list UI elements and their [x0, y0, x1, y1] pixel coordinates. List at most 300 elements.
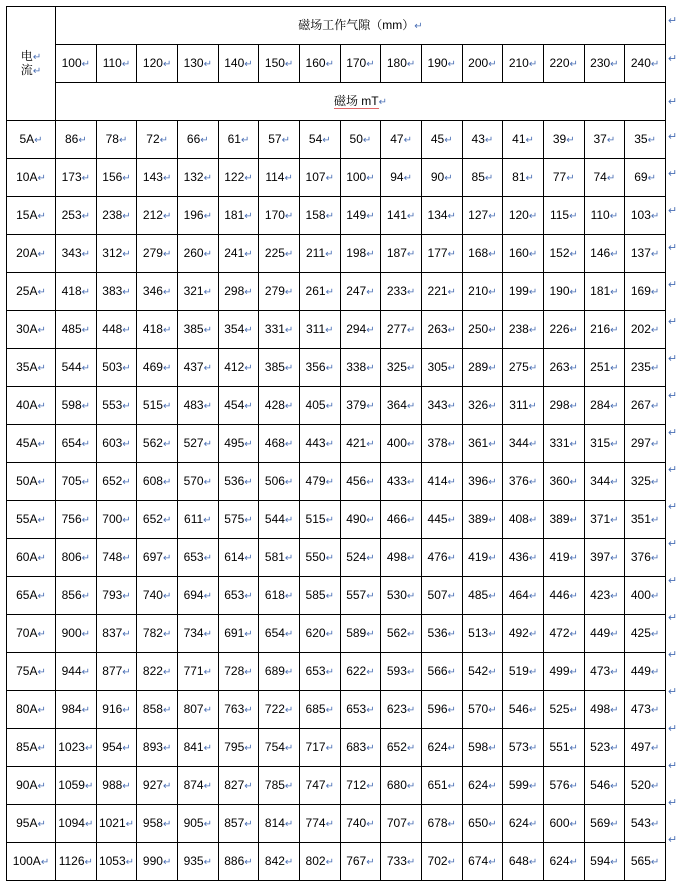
- cell-value: 748: [102, 549, 123, 564]
- table-row: [7, 349, 666, 387]
- paragraph-mark-margin: ↵: [668, 15, 678, 27]
- pilcrow-mark: ↵: [366, 210, 375, 222]
- cell-value: 94: [390, 169, 404, 184]
- table-cell: [421, 197, 462, 235]
- table-cell: [503, 159, 544, 197]
- pilcrow-mark: ↵: [37, 666, 46, 678]
- table-cell: [421, 539, 462, 577]
- pilcrow-mark: ↵: [366, 552, 375, 564]
- cell-value: 806: [61, 549, 82, 564]
- pilcrow-mark: ↵: [525, 134, 534, 146]
- table-cell: [137, 387, 178, 425]
- table-cell: [96, 159, 137, 197]
- cell-value: 618: [264, 587, 285, 602]
- column-header-label: 230: [590, 55, 611, 70]
- pilcrow-mark: ↵: [569, 58, 578, 70]
- row-label: 15A: [16, 207, 38, 222]
- table-cell: [381, 159, 422, 197]
- cell-value: 338: [346, 359, 367, 374]
- pilcrow-mark: ↵: [81, 590, 91, 602]
- pilcrow-mark: ↵: [325, 210, 334, 222]
- pilcrow-mark: ↵: [406, 438, 416, 450]
- cell-value: 495: [224, 435, 245, 450]
- pilcrow-mark: ↵: [569, 628, 578, 640]
- paragraph-mark-margin: ↵: [668, 131, 678, 143]
- pilcrow-mark: ↵: [650, 742, 660, 754]
- table-cell: [259, 805, 300, 843]
- pilcrow-mark: ↵: [325, 248, 334, 260]
- pilcrow-mark: ↵: [37, 400, 46, 412]
- table-cell: [543, 653, 584, 691]
- column-header: [56, 45, 97, 83]
- row-header-cell: [7, 387, 56, 425]
- pilcrow-mark: ↵: [488, 286, 497, 298]
- table-row: [7, 121, 666, 159]
- table-cell: [218, 691, 259, 729]
- cell-value: 598: [61, 397, 82, 412]
- table-cell: [543, 615, 584, 653]
- cell-value: 43: [471, 131, 485, 146]
- table-cell: [421, 425, 462, 463]
- pilcrow-mark: ↵: [284, 324, 294, 336]
- pilcrow-mark: ↵: [162, 742, 172, 754]
- pilcrow-mark: ↵: [406, 856, 416, 868]
- table-cell: [56, 653, 97, 691]
- column-header-label: 210: [508, 55, 529, 70]
- table-cell: [340, 159, 381, 197]
- pilcrow-mark: ↵: [122, 324, 131, 336]
- pilcrow-mark: ↵: [125, 856, 135, 868]
- cell-value: 360: [549, 473, 570, 488]
- unit-row-cell: [56, 83, 666, 121]
- column-header-label: 110: [102, 55, 122, 70]
- pilcrow-mark: ↵: [284, 476, 294, 488]
- cell-value: 527: [183, 435, 204, 450]
- pilcrow-mark: ↵: [650, 514, 660, 526]
- pilcrow-mark: ↵: [284, 590, 294, 602]
- table-cell: [625, 159, 666, 197]
- table-cell: [137, 463, 178, 501]
- table-cell: [421, 159, 462, 197]
- table-cell: [462, 539, 503, 577]
- table-cell: [137, 273, 178, 311]
- cell-value: 400: [386, 435, 407, 450]
- pilcrow-mark: ↵: [122, 514, 131, 526]
- column-header: [625, 45, 666, 83]
- cell-value: 827: [224, 777, 245, 792]
- cell-value: 916: [102, 701, 123, 716]
- table-cell: [421, 501, 462, 539]
- cell-value: 311: [509, 397, 529, 412]
- pilcrow-mark: ↵: [406, 400, 416, 412]
- table-cell: [137, 767, 178, 805]
- pilcrow-mark: ↵: [447, 286, 456, 298]
- cell-value: 1059: [58, 777, 85, 792]
- table-cell: [56, 311, 97, 349]
- cell-value: 212: [142, 207, 163, 222]
- cell-value: 202: [630, 321, 651, 336]
- table-cell: [259, 463, 300, 501]
- cell-value: 54: [308, 131, 323, 146]
- table-cell: [584, 577, 625, 615]
- table-cell: [56, 805, 97, 843]
- cell-value: 134: [427, 207, 448, 222]
- table-cell: [137, 235, 178, 273]
- pilcrow-mark: ↵: [650, 210, 660, 222]
- pilcrow-mark: ↵: [484, 172, 494, 184]
- table-cell: [421, 273, 462, 311]
- pilcrow-mark: ↵: [32, 51, 42, 63]
- row-label: 85A: [16, 739, 38, 754]
- row-label: 50A: [16, 473, 38, 488]
- pilcrow-mark: ↵: [284, 286, 294, 298]
- cell-value: 886: [224, 853, 245, 868]
- table-cell: [218, 615, 259, 653]
- cell-value: 544: [61, 359, 82, 374]
- pilcrow-mark: ↵: [203, 704, 212, 716]
- cell-value: 624: [508, 815, 529, 830]
- table-cell: [503, 615, 544, 653]
- current-label-line1: 电: [20, 48, 33, 63]
- table-cell: [137, 691, 178, 729]
- cell-value: 114: [265, 169, 285, 184]
- cell-value: 152: [549, 245, 570, 260]
- cell-value: 734: [183, 625, 204, 640]
- pilcrow-mark: ↵: [569, 324, 578, 336]
- cell-value: 793: [102, 587, 123, 602]
- cell-value: 397: [590, 549, 611, 564]
- pilcrow-mark: ↵: [284, 248, 294, 260]
- table-cell: [96, 501, 137, 539]
- column-header: [299, 45, 340, 83]
- pilcrow-mark: ↵: [84, 780, 94, 792]
- cell-value: 519: [508, 663, 529, 678]
- pilcrow-mark: ↵: [81, 552, 91, 564]
- table-cell: [462, 349, 503, 387]
- cell-value: 325: [630, 473, 651, 488]
- pilcrow-mark: ↵: [325, 704, 334, 716]
- paragraph-mark-margin: ↵: [668, 279, 678, 291]
- table-cell: [259, 311, 300, 349]
- cell-value: 120: [508, 207, 529, 222]
- paragraph-mark-margin: ↵: [668, 575, 678, 587]
- pilcrow-mark: ↵: [366, 742, 375, 754]
- table-cell: [299, 767, 340, 805]
- cell-value: 807: [183, 701, 204, 716]
- cell-value: 1126: [58, 853, 85, 868]
- table-cell: [625, 767, 666, 805]
- pilcrow-mark: ↵: [406, 286, 416, 298]
- pilcrow-mark: ↵: [569, 666, 578, 678]
- pilcrow-mark: ↵: [244, 742, 253, 754]
- pilcrow-mark: ↵: [244, 514, 253, 526]
- cell-value: 1021: [98, 815, 126, 830]
- table-cell: [96, 843, 137, 881]
- table-cell: [56, 159, 97, 197]
- pilcrow-mark: ↵: [34, 134, 43, 146]
- paragraph-mark-margin: ↵: [668, 760, 678, 772]
- table-cell: [462, 767, 503, 805]
- pilcrow-mark: ↵: [569, 210, 578, 222]
- pilcrow-mark: ↵: [32, 65, 42, 77]
- table-cell: [543, 235, 584, 273]
- cell-value: 385: [183, 321, 204, 336]
- table-cell: [259, 691, 300, 729]
- pilcrow-mark: ↵: [610, 58, 619, 70]
- pilcrow-mark: ↵: [81, 400, 91, 412]
- table-cell: [503, 805, 544, 843]
- cell-value: 78: [105, 131, 119, 146]
- pilcrow-mark: ↵: [122, 286, 131, 298]
- table-cell: [56, 349, 97, 387]
- table-cell: [137, 121, 178, 159]
- table-cell: [625, 425, 666, 463]
- cell-value: 250: [468, 321, 489, 336]
- table-row: [7, 691, 666, 729]
- cell-value: 260: [183, 245, 204, 260]
- cell-value: 115: [549, 207, 570, 222]
- pilcrow-mark: ↵: [325, 780, 334, 792]
- table-cell: [381, 501, 422, 539]
- pilcrow-mark: ↵: [569, 400, 578, 412]
- table-cell: [421, 463, 462, 501]
- pilcrow-mark: ↵: [528, 324, 538, 336]
- cell-value: 371: [590, 511, 611, 526]
- table-row: [7, 159, 666, 197]
- pilcrow-mark: ↵: [284, 172, 293, 184]
- pilcrow-mark: ↵: [203, 780, 212, 792]
- pilcrow-mark: ↵: [122, 210, 131, 222]
- pilcrow-mark: ↵: [528, 818, 538, 830]
- pilcrow-mark: ↵: [203, 400, 212, 412]
- cell-value: 603: [102, 435, 123, 450]
- table-cell: [96, 273, 137, 311]
- cell-value: 170: [264, 207, 285, 222]
- table-cell: [218, 159, 259, 197]
- pilcrow-mark: ↵: [650, 628, 660, 640]
- cell-value: 927: [142, 777, 163, 792]
- cell-value: 277: [386, 321, 407, 336]
- cell-value: 802: [305, 853, 326, 868]
- pilcrow-mark: ↵: [81, 286, 91, 298]
- table-cell: [137, 501, 178, 539]
- cell-value: 652: [386, 739, 407, 754]
- table-cell: [340, 539, 381, 577]
- current-label-line2: 流: [20, 62, 33, 77]
- table-cell: [462, 615, 503, 653]
- table-cell: [177, 425, 218, 463]
- table-cell: [137, 843, 178, 881]
- table-cell: [259, 729, 300, 767]
- cell-value: 389: [549, 511, 570, 526]
- cell-value: 344: [508, 435, 529, 450]
- table-cell: [584, 691, 625, 729]
- pilcrow-mark: ↵: [244, 856, 253, 868]
- table-cell: [503, 387, 544, 425]
- row-label: 10A: [16, 169, 38, 184]
- cell-value: 622: [346, 663, 367, 678]
- cell-value: 449: [590, 625, 611, 640]
- cell-value: 782: [142, 625, 163, 640]
- cell-value: 343: [61, 245, 82, 260]
- cell-value: 428: [264, 397, 285, 412]
- pilcrow-mark: ↵: [203, 248, 212, 260]
- table-cell: [177, 653, 218, 691]
- row-label: 25A: [16, 283, 38, 298]
- pilcrow-mark: ↵: [325, 400, 334, 412]
- cell-value: 305: [427, 359, 448, 374]
- pilcrow-mark: ↵: [325, 552, 334, 564]
- column-header: [503, 45, 544, 83]
- cell-value: 576: [549, 777, 570, 792]
- table-cell: [584, 159, 625, 197]
- cell-value: 325: [386, 359, 407, 374]
- row-header-cell: [7, 121, 56, 159]
- pilcrow-mark: ↵: [366, 286, 375, 298]
- table-cell: [218, 501, 259, 539]
- cell-value: 546: [508, 701, 529, 716]
- pilcrow-mark: ↵: [447, 818, 456, 830]
- table-cell: [340, 463, 381, 501]
- table-cell: [462, 273, 503, 311]
- table-cell: [625, 273, 666, 311]
- table-cell: [421, 767, 462, 805]
- table-cell: [218, 653, 259, 691]
- cell-value: 562: [142, 435, 163, 450]
- table-cell: [96, 767, 137, 805]
- pilcrow-mark: ↵: [610, 514, 619, 526]
- cell-value: 733: [386, 853, 407, 868]
- table-cell: [299, 653, 340, 691]
- paragraph-mark-margin: ↵: [668, 649, 678, 661]
- pilcrow-mark: ↵: [488, 780, 497, 792]
- cell-value: 39: [552, 131, 567, 146]
- cell-value: 624: [549, 853, 570, 868]
- table-cell: [625, 691, 666, 729]
- table-cell: [56, 767, 97, 805]
- table-row: [7, 235, 666, 273]
- row-header-cell: [7, 349, 56, 387]
- table-cell: [503, 577, 544, 615]
- cell-value: 575: [224, 511, 245, 526]
- cell-value: 74: [593, 169, 607, 184]
- pilcrow-mark: ↵: [366, 590, 375, 602]
- pilcrow-mark: ↵: [609, 210, 619, 222]
- cell-value: 449: [630, 663, 651, 678]
- cell-value: 57: [268, 131, 282, 146]
- table-cell: [340, 349, 381, 387]
- pilcrow-mark: ↵: [528, 666, 538, 678]
- table-cell: [543, 691, 584, 729]
- pilcrow-mark: ↵: [406, 210, 416, 222]
- pilcrow-mark: ↵: [284, 58, 294, 70]
- pilcrow-mark: ↵: [37, 514, 46, 526]
- table-cell: [381, 349, 422, 387]
- column-header-label: 150: [264, 55, 285, 70]
- table-cell: [543, 273, 584, 311]
- table-cell: [503, 197, 544, 235]
- cell-value: 238: [508, 321, 529, 336]
- cell-value: 454: [224, 397, 245, 412]
- table-cell: [96, 121, 137, 159]
- column-header: [177, 45, 218, 83]
- table-cell: [503, 311, 544, 349]
- table-cell: [584, 121, 625, 159]
- table-cell: [340, 615, 381, 653]
- table-cell: [177, 615, 218, 653]
- table-cell: [177, 273, 218, 311]
- pilcrow-mark: ↵: [325, 628, 334, 640]
- column-header-label: 180: [386, 55, 407, 70]
- pilcrow-mark: ↵: [569, 780, 578, 792]
- pilcrow-mark: ↵: [610, 818, 619, 830]
- pilcrow-mark: ↵: [528, 742, 538, 754]
- table-cell: [340, 197, 381, 235]
- cell-value: 156: [102, 169, 123, 184]
- table-cell: [340, 501, 381, 539]
- pilcrow-mark: ↵: [162, 628, 172, 640]
- table-cell: [503, 121, 544, 159]
- cell-value: 315: [590, 435, 611, 450]
- row-label: 45A: [16, 435, 38, 450]
- table-cell: [137, 805, 178, 843]
- pilcrow-mark: ↵: [37, 742, 46, 754]
- row-label: 90A: [16, 777, 38, 792]
- cell-value: 485: [61, 321, 82, 336]
- pilcrow-mark: ↵: [362, 134, 372, 146]
- row-header-cell: [7, 615, 56, 653]
- pilcrow-mark: ↵: [162, 58, 172, 70]
- pilcrow-mark: ↵: [366, 514, 375, 526]
- table-cell: [625, 615, 666, 653]
- cell-value: 767: [346, 853, 367, 868]
- cell-value: 146: [590, 245, 611, 260]
- gap-header-text: 磁场工作气隙（mm）: [298, 17, 415, 32]
- cell-value: 654: [264, 625, 285, 640]
- cell-value: 425: [630, 625, 651, 640]
- cell-value: 653: [346, 701, 367, 716]
- pilcrow-mark: ↵: [378, 96, 388, 108]
- table-header-row-columns: [7, 45, 666, 83]
- table-cell: [137, 425, 178, 463]
- pilcrow-mark: ↵: [37, 818, 46, 830]
- pilcrow-mark: ↵: [366, 704, 375, 716]
- table-cell: [340, 273, 381, 311]
- table-cell: [584, 463, 625, 501]
- row-label: 95A: [16, 815, 38, 830]
- cell-value: 473: [630, 701, 651, 716]
- table-cell: [421, 729, 462, 767]
- cell-value: 45: [430, 131, 445, 146]
- pilcrow-mark: ↵: [484, 134, 494, 146]
- pilcrow-mark: ↵: [569, 514, 578, 526]
- table-cell: [625, 311, 666, 349]
- cell-value: 814: [264, 815, 285, 830]
- cell-value: 298: [549, 397, 570, 412]
- unit-label: 磁场 mT: [333, 93, 379, 108]
- cell-value: 935: [183, 853, 204, 868]
- row-header-cell: [7, 843, 56, 881]
- pilcrow-mark: ↵: [244, 780, 253, 792]
- pilcrow-mark: ↵: [610, 324, 619, 336]
- table-cell: [625, 349, 666, 387]
- table-cell: [503, 767, 544, 805]
- pilcrow-mark: ↵: [488, 590, 497, 602]
- pilcrow-mark: ↵: [528, 210, 538, 222]
- cell-value: 267: [630, 397, 651, 412]
- cell-value: 137: [630, 245, 651, 260]
- row-label: 35A: [16, 359, 38, 374]
